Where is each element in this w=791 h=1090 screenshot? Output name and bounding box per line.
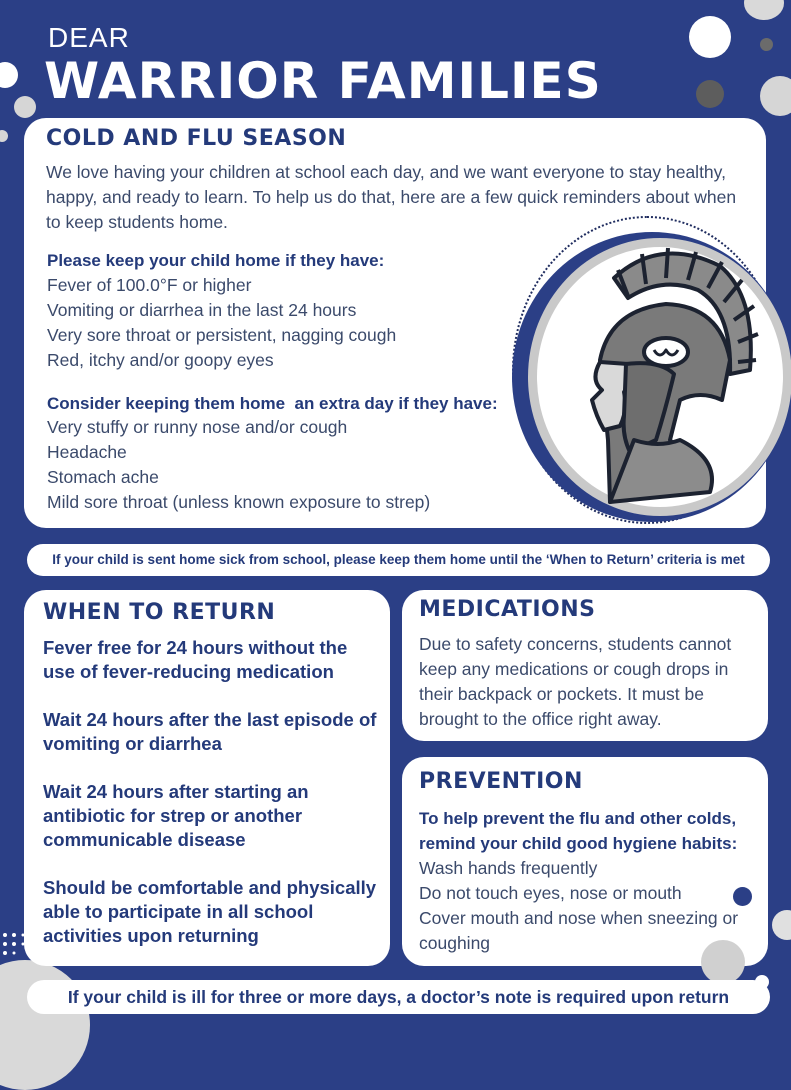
list-item: Fever of 100.0°F or higher [47,275,252,295]
decor-dot [701,940,745,984]
list-item: Vomiting or diarrhea in the last 24 hours [47,300,357,320]
list-item: Mild sore throat (unless known exposure to strep) [47,492,431,512]
list-item: Red, itchy and/or goopy eyes [47,350,274,370]
header-title: WARRIOR FAMILIES [44,52,602,110]
decor-dot [0,130,8,142]
decor-dot [760,76,791,116]
medications-text: Due to safety concerns, students cannot keep any medications or cough drops in their backpack or pockets. It must be brought to the office right away. [419,634,732,729]
cold-flu-heading: COLD AND FLU SEASON [46,126,347,151]
decor-dot [696,80,724,108]
list-item: Should be comfortable and physically able to participate in all school activities upon returning [43,877,377,946]
decor-dot [689,16,731,58]
doctor-note: If your child is ill for three or more days, a doctor’s note is required upon return [27,980,770,1014]
extra-day-title: Consider keeping them home an extra day if they have: [47,394,498,413]
header-dear: DEAR [48,22,130,53]
decor-dot [0,62,18,88]
prevention-intro: To help prevent the flu and other colds, remind your child good hygiene habits: [419,809,738,853]
list-item: Do not touch eyes, nose or mouth [419,883,682,903]
list-item: Stomach ache [47,467,159,487]
list-item: Headache [47,442,127,462]
list-item: Wait 24 hours after starting an antibiotic for strep or another communicable disease [43,781,309,850]
warrior-helmet-logo [570,240,770,505]
sent-home-notice: If your child is sent home sick from school, please keep them home until the ‘When to Return’ criteria is met [27,544,770,576]
decor-dot [733,887,752,906]
extra-day-list [47,415,430,515]
prevention-heading: PREVENTION [419,769,583,794]
when-to-return-list [43,636,378,972]
keep-home-list [47,273,396,373]
decor-dot [772,910,791,940]
prevention-list [419,856,759,956]
list-item: Very sore throat or persistent, nagging cough [47,325,397,345]
list-item: Cover mouth and nose when sneezing or coughing [419,908,739,953]
decor-dot [14,96,36,118]
list-item: Wash hands frequently [419,858,598,878]
list-item: Wait 24 hours after the last episode of vomiting or diarrhea [43,709,377,754]
decor-dot [744,0,784,20]
keep-home-title: Please keep your child home if they have: [47,251,385,270]
list-item: Very stuffy or runny nose and/or cough [47,417,348,437]
medications-heading: MEDICATIONS [419,597,596,622]
decor-dot [760,38,773,51]
list-item: Fever free for 24 hours without the use of fever-reducing medication [43,637,348,682]
when-to-return-heading: WHEN TO RETURN [43,600,276,625]
cold-flu-intro: We love having your children at school each day, and we want everyone to stay healthy, happy, and ready to learn. To help us do that, here are a few quick reminders about when to keep students home. [46,162,737,232]
